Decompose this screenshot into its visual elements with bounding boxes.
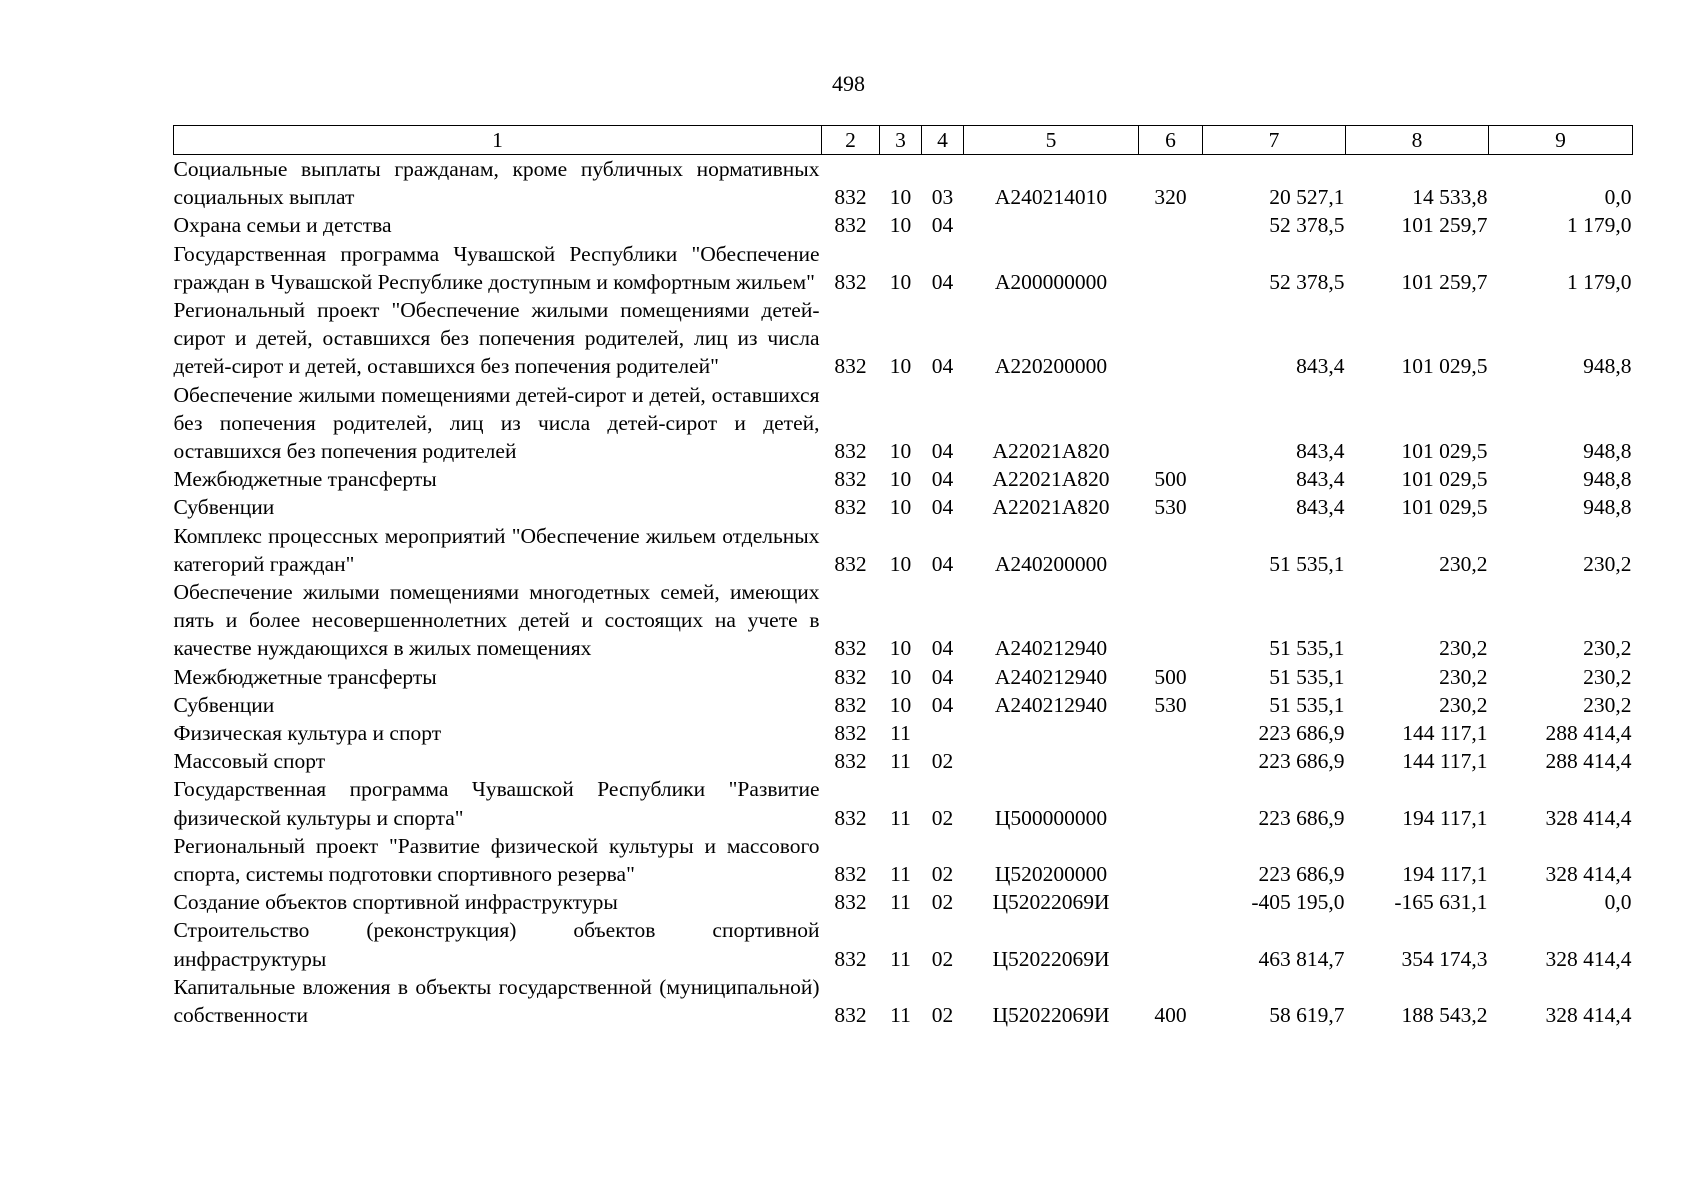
row-amount-col-9-cell: 0,0 [1604,185,1632,210]
table-row [174,973,1633,1029]
row-amount-col-9-cell: 1 179,0 [1567,269,1632,294]
row-section-cell: 11 [890,1003,911,1028]
row-grbs-cell: 832 [834,354,867,379]
table-row [174,691,1633,719]
row-section-cell: 11 [890,805,911,830]
row-amount-col-7-cell: 52 378,5 [1269,213,1345,238]
row-target-article-cell: А240212940 [994,692,1108,717]
row-amount-col-9-cell: 230,2 [1583,636,1632,661]
row-subsection-cell: 04 [931,467,954,492]
row-expense-type-cell [1139,719,1203,747]
header-cell-col-2: 2 [822,126,880,155]
row-amount-col-7-cell: 843,4 [1296,354,1345,379]
row-amount-col-8-cell: 144 117,1 [1402,721,1488,746]
row-amount-col-8-cell: 101 029,5 [1401,439,1488,464]
row-section-cell: 11 [890,862,911,887]
budget-table [173,125,1633,1029]
row-name-cell: Физическая культура и спорт [173,721,442,746]
row-amount-col-7-cell: 223 686,9 [1258,749,1345,774]
row-subsection-cell: 04 [931,213,954,238]
row-amount-col-7-cell: 20 527,1 [1269,185,1345,210]
table-row [174,465,1633,493]
row-amount-col-9-cell: 948,8 [1583,439,1632,464]
table-row [174,888,1633,916]
table-row [174,211,1633,239]
row-name-cell: Субвенции [173,495,275,520]
row-subsection-cell: 04 [931,636,954,661]
row-grbs-cell: 832 [834,551,867,576]
row-expense-type-cell: 530 [1154,692,1187,717]
row-target-article-cell: А240212940 [994,664,1108,689]
row-section-cell: 10 [889,185,912,210]
row-name-cell: Межбюджетные трансферты [173,664,437,689]
row-section-cell: 10 [889,354,912,379]
row-expense-type-cell: 500 [1154,467,1187,492]
row-amount-col-7-cell: 51 535,1 [1269,551,1345,576]
row-amount-col-8-cell: 230,2 [1439,692,1488,717]
table-row [174,719,1633,747]
row-grbs-cell: 832 [834,721,867,746]
row-subsection-cell: 02 [931,805,954,830]
row-amount-col-7-cell: 51 535,1 [1269,664,1345,689]
row-amount-col-9-cell: 328 414,4 [1545,805,1632,830]
row-name-cell: Охрана семьи и детства [173,213,392,238]
table-header [174,126,1633,155]
table-body [174,155,1633,1030]
row-section-cell: 10 [889,551,912,576]
row-expense-type-cell [1139,578,1203,663]
row-target-article-cell [964,211,1139,239]
row-amount-col-7-cell: 51 535,1 [1269,636,1345,661]
row-target-article-cell: А22021А820 [992,495,1110,520]
row-name-cell: Обеспечение жилыми помещениями многодетных семей, имеющих пять и более несовершеннолетних детей и состоящих на учете в качестве нуждающихся в жилых помещениях [173,580,820,661]
row-expense-type-cell: 530 [1154,495,1187,520]
row-expense-type-cell [1139,775,1203,831]
row-amount-col-8-cell: 194 117,1 [1402,805,1488,830]
row-amount-col-8-cell: 230,2 [1439,551,1488,576]
row-amount-col-8-cell: 101 029,5 [1401,354,1488,379]
row-amount-col-8-cell: 14 533,8 [1412,185,1488,210]
row-target-article-cell: Ц520200000 [994,862,1108,887]
row-target-article-cell: А200000000 [994,269,1108,294]
row-amount-col-9-cell: 230,2 [1583,551,1632,576]
row-amount-col-8-cell: 101 029,5 [1401,467,1488,492]
row-grbs-cell: 832 [834,946,867,971]
row-amount-col-9-cell: 288 414,4 [1545,721,1632,746]
row-amount-col-7-cell: 843,4 [1296,495,1345,520]
row-name-cell: Комплекс процессных мероприятий "Обеспечение жильем отдельных категорий граждан" [173,523,820,576]
row-expense-type-cell: 400 [1154,1003,1187,1028]
row-amount-col-9-cell: 948,8 [1583,495,1632,520]
row-section-cell: 11 [890,749,911,774]
row-target-article-cell: А240212940 [994,636,1108,661]
row-amount-col-8-cell: 188 543,2 [1401,1003,1488,1028]
header-cell-col-6: 6 [1139,126,1203,155]
row-grbs-cell: 832 [834,439,867,464]
row-target-article-cell: А240200000 [994,551,1108,576]
row-name-cell: Массовый спорт [173,749,326,774]
row-subsection-cell [922,719,964,747]
row-grbs-cell: 832 [834,495,867,520]
row-expense-type-cell [1139,888,1203,916]
row-subsection-cell: 04 [931,354,954,379]
table-row [174,747,1633,775]
row-grbs-cell: 832 [834,749,867,774]
row-expense-type-cell [1139,522,1203,578]
table-row [174,663,1633,691]
row-section-cell: 10 [889,467,912,492]
row-grbs-cell: 832 [834,1003,867,1028]
row-amount-col-7-cell: 463 814,7 [1258,946,1345,971]
row-name-cell: Региональный проект "Обеспечение жилыми помещениями детей-сирот и детей, оставшихся без попечения родителей, лиц из числа детей-сирот и детей, оставшихся без попечения родителей" [173,298,820,379]
row-amount-col-9-cell: 0,0 [1604,890,1632,915]
row-amount-col-8-cell: 354 174,3 [1401,946,1488,971]
header-cell-col-9: 9 [1489,126,1633,155]
row-subsection-cell: 04 [931,495,954,520]
row-subsection-cell: 02 [931,862,954,887]
row-name-cell: Государственная программа Чувашской Республики "Развитие физической культуры и спорта" [173,777,820,830]
row-amount-col-7-cell: 223 686,9 [1258,862,1345,887]
row-target-article-cell: А240214010 [994,185,1108,210]
row-subsection-cell: 02 [931,1003,954,1028]
row-amount-col-8-cell: 144 117,1 [1402,749,1488,774]
row-amount-col-8-cell: 101 259,7 [1401,213,1488,238]
row-grbs-cell: 832 [834,805,867,830]
table-row [174,775,1633,831]
row-name-cell: Государственная программа Чувашской Республики "Обеспечение граждан в Чувашской Республике доступным и комфортным жильем" [173,241,820,294]
header-cell-col-7: 7 [1203,126,1346,155]
row-amount-col-9-cell: 288 414,4 [1545,749,1632,774]
table-row [174,493,1633,521]
table-row [174,522,1633,578]
row-grbs-cell: 832 [834,185,867,210]
row-amount-col-9-cell: 230,2 [1583,692,1632,717]
row-section-cell: 10 [889,213,912,238]
row-name-cell: Субвенции [173,692,275,717]
row-grbs-cell: 832 [834,890,867,915]
row-amount-col-7-cell: 843,4 [1296,467,1345,492]
row-expense-type-cell: 320 [1154,185,1187,210]
table-row [174,296,1633,381]
row-section-cell: 11 [890,721,911,746]
row-name-cell: Капитальные вложения в объекты государственной (муниципальной) собственности [173,974,820,1028]
row-section-cell: 10 [889,495,912,520]
header-row [174,126,1633,155]
row-target-article-cell: Ц500000000 [994,805,1108,830]
table-row [174,832,1633,888]
row-subsection-cell: 04 [931,551,954,576]
table-row [174,916,1633,972]
row-subsection-cell: 04 [931,664,954,689]
row-amount-col-7-cell: 223 686,9 [1258,805,1345,830]
row-amount-col-7-cell: -405 195,0 [1251,890,1345,915]
row-target-article-cell: Ц52022069И [992,890,1110,915]
row-expense-type-cell: 500 [1154,664,1187,689]
header-cell-col-5: 5 [964,126,1139,155]
table-row [174,578,1633,663]
row-amount-col-9-cell: 230,2 [1583,664,1632,689]
row-name-cell: Региональный проект "Развитие физической культуры и массового спорта, системы подготовки спортивного резерва" [173,833,820,887]
row-subsection-cell: 04 [931,439,954,464]
row-amount-col-9-cell: 328 414,4 [1545,946,1632,971]
header-cell-col-4: 4 [922,126,964,155]
row-amount-col-9-cell: 328 414,4 [1545,862,1632,887]
row-expense-type-cell [1139,296,1203,381]
row-grbs-cell: 832 [834,636,867,661]
row-grbs-cell: 832 [834,467,867,492]
table-row [174,240,1633,296]
row-amount-col-9-cell: 328 414,4 [1545,1003,1632,1028]
row-grbs-cell: 832 [834,692,867,717]
row-section-cell: 10 [889,664,912,689]
table-row [174,381,1633,466]
row-target-article-cell [964,719,1139,747]
row-expense-type-cell [1139,211,1203,239]
row-amount-col-9-cell: 1 179,0 [1567,213,1632,238]
row-grbs-cell: 832 [834,664,867,689]
row-name-cell: Создание объектов спортивной инфраструктуры [173,890,618,915]
row-amount-col-7-cell: 843,4 [1296,439,1345,464]
row-target-article-cell: Ц52022069И [992,946,1110,971]
row-grbs-cell: 832 [834,269,867,294]
row-subsection-cell: 04 [931,692,954,717]
row-subsection-cell: 02 [931,890,954,915]
header-cell-col-1: 1 [174,126,822,155]
row-subsection-cell: 02 [931,749,954,774]
row-amount-col-7-cell: 52 378,5 [1269,269,1345,294]
row-section-cell: 10 [889,269,912,294]
row-section-cell: 11 [890,946,911,971]
row-subsection-cell: 02 [931,946,954,971]
page-number: 498 [832,71,865,96]
row-grbs-cell: 832 [834,862,867,887]
row-amount-col-8-cell: -165 631,1 [1394,890,1488,915]
row-name-cell: Обеспечение жилыми помещениями детей-сирот и детей, оставшихся без попечения родителей, лиц из числа детей-сирот и детей, оставшихся без попечения родителей [173,382,820,464]
header-cell-col-3: 3 [880,126,922,155]
row-expense-type-cell [1139,747,1203,775]
row-name-cell: Межбюджетные трансферты [173,467,437,492]
table-row [174,155,1633,212]
row-section-cell: 10 [889,439,912,464]
row-section-cell: 10 [889,692,912,717]
row-name-cell: Строительство (реконструкция) объектов спортивной инфраструктуры [173,918,820,971]
row-expense-type-cell [1139,240,1203,296]
row-amount-col-7-cell: 223 686,9 [1258,721,1345,746]
row-amount-col-8-cell: 101 029,5 [1401,495,1488,520]
row-target-article-cell: А22021А820 [992,439,1110,464]
row-target-article-cell: А220200000 [994,354,1108,379]
row-target-article-cell: А22021А820 [992,467,1110,492]
row-subsection-cell: 03 [931,185,954,210]
row-expense-type-cell [1139,916,1203,972]
row-amount-col-9-cell: 948,8 [1583,467,1632,492]
row-amount-col-8-cell: 230,2 [1439,664,1488,689]
row-name-cell: Социальные выплаты гражданам, кроме публичных нормативных социальных выплат [173,157,820,210]
row-target-article-cell [964,747,1139,775]
row-section-cell: 10 [889,636,912,661]
row-amount-col-8-cell: 101 259,7 [1401,269,1488,294]
row-expense-type-cell [1139,832,1203,888]
row-amount-col-7-cell: 58 619,7 [1269,1003,1345,1028]
row-subsection-cell: 04 [931,269,954,294]
row-section-cell: 11 [890,890,911,915]
row-amount-col-8-cell: 230,2 [1439,636,1488,661]
row-target-article-cell: Ц52022069И [992,1003,1110,1028]
row-amount-col-7-cell: 51 535,1 [1269,692,1345,717]
row-expense-type-cell [1139,381,1203,466]
row-amount-col-9-cell: 948,8 [1583,354,1632,379]
header-cell-col-8: 8 [1346,126,1489,155]
row-grbs-cell: 832 [834,213,867,238]
row-amount-col-8-cell: 194 117,1 [1402,862,1488,887]
